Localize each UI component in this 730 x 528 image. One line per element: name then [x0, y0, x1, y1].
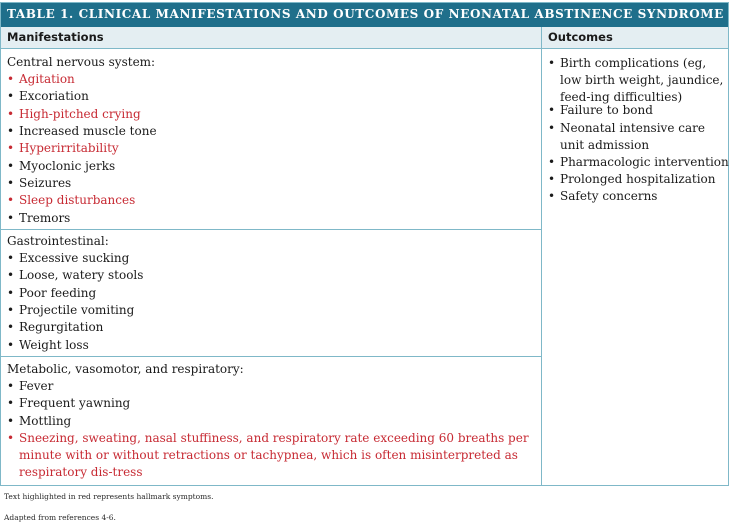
outcome-item: • Prolonged hospitalization: [548, 172, 715, 186]
section-heading-gi: Gastrointestinal:: [7, 234, 109, 248]
list-item: • Projectile vomiting: [7, 303, 134, 317]
column-header-row: [1, 27, 728, 49]
list-item: • Tremors: [7, 211, 70, 225]
list-item: • Seizures: [7, 176, 71, 190]
list-item: • Hyperirritability: [7, 141, 119, 155]
section-heading-cns: Central nervous system:: [7, 55, 156, 69]
list-item: • Excoriation: [7, 89, 89, 103]
outcome-item: • Safety concerns: [548, 189, 657, 203]
list-item: • Regurgitation: [7, 320, 103, 334]
list-item: • Myoclonic jerks: [7, 159, 115, 173]
source-footnote: Adapted from references 4-6.: [4, 513, 116, 522]
list-item: • Fever: [7, 379, 53, 393]
section-divider: [1, 229, 541, 230]
section-heading-metabolic: Metabolic, vasomotor, and respiratory:: [7, 362, 244, 376]
manifestations-table: [0, 2, 729, 486]
section-divider: [1, 356, 541, 357]
list-item: • Sleep disturbances: [7, 193, 135, 207]
list-item: • Mottling: [7, 414, 71, 428]
list-item: • Agitation: [7, 72, 75, 86]
list-item: • Excessive sucking: [7, 251, 129, 265]
list-item: • Increased muscle tone: [7, 124, 157, 138]
list-item: • Weight loss: [7, 338, 89, 352]
list-item: • Frequent yawning: [7, 396, 130, 410]
list-item: • Sneezing, sweating, nasal stuffiness, and respiratory rate exceeding 60 breaths per minute with or without retractions or tachypnea, which is often misinterpreted as respiratory dis-tress: [7, 430, 539, 481]
outcome-item: • Pharmacologic intervention: [548, 155, 729, 169]
outcome-item: • Failure to bond: [548, 103, 653, 117]
column-divider: [541, 27, 542, 485]
list-item: • High-pitched crying: [7, 107, 141, 121]
outcome-item: • Birth complications (eg, low birth weight, jaundice, feed-ing difficulties): [548, 55, 730, 106]
outcome-item: • Neonatal intensive care unit admission: [548, 120, 730, 154]
list-item: • Loose, watery stools: [7, 268, 143, 282]
column-header-outcomes: Outcomes: [548, 30, 613, 44]
list-item: • Poor feeding: [7, 286, 96, 300]
hallmark-footnote: Text highlighted in red represents hallmark symptoms.: [4, 492, 214, 501]
table-title-bar: [1, 3, 728, 27]
column-header-manifestations: Manifestations: [7, 30, 104, 44]
table-title: TABLE 1. CLINICAL MANIFESTATIONS AND OUTCOMES OF NEONATAL ABSTINENCE SYNDROME: [7, 7, 724, 21]
